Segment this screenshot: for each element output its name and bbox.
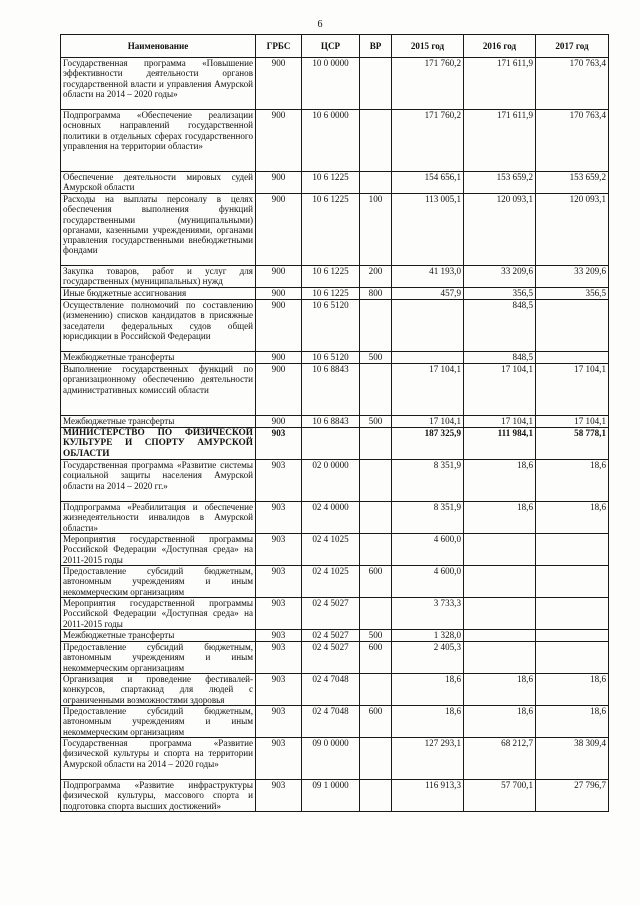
cell-2017 bbox=[536, 642, 609, 674]
table-row bbox=[61, 266, 609, 288]
cell-name: Межбюджетные трансферты bbox=[61, 352, 256, 364]
cell-name: Организация и проведение фестивалей-конкурсов, спартакиад для людей с ограниченными возможностями здоровья bbox=[61, 674, 256, 706]
cell-2016: 120 093,1 bbox=[464, 194, 536, 266]
header-csr: ЦСР bbox=[302, 35, 360, 58]
cell-name: Межбюджетные трансферты bbox=[61, 416, 256, 428]
cell-2015: 18,6 bbox=[392, 706, 464, 738]
cell-2016: 153 659,2 bbox=[464, 172, 536, 194]
cell-2015: 154 656,1 bbox=[392, 172, 464, 194]
cell-csr: 02 4 1025 bbox=[302, 534, 360, 566]
cell-vr: 600 bbox=[360, 642, 392, 674]
header-2017: 2017 год bbox=[536, 35, 609, 58]
cell-2017: 170 763,4 bbox=[536, 58, 609, 110]
cell-grbs: 903 bbox=[256, 428, 302, 460]
cell-2016: 57 700,1 bbox=[464, 780, 536, 812]
cell-2016 bbox=[464, 630, 536, 642]
cell-vr: 200 bbox=[360, 266, 392, 288]
table-row bbox=[61, 780, 609, 812]
cell-vr bbox=[360, 110, 392, 172]
cell-name: Иные бюджетные ассигнования bbox=[61, 288, 256, 300]
header-grbs: ГРБС bbox=[256, 35, 302, 58]
cell-grbs: 903 bbox=[256, 642, 302, 674]
cell-2015: 2 405,3 bbox=[392, 642, 464, 674]
table-row bbox=[61, 566, 609, 598]
cell-csr: 02 4 7048 bbox=[302, 706, 360, 738]
cell-vr: 600 bbox=[360, 706, 392, 738]
cell-vr bbox=[360, 780, 392, 812]
cell-2015: 116 913,3 bbox=[392, 780, 464, 812]
cell-name: Государственная программа «Развитие физической культуры и спорта на территории Амурской области на 2014 – 2020 годы» bbox=[61, 738, 256, 780]
table-row bbox=[61, 416, 609, 428]
cell-2017: 18,6 bbox=[536, 706, 609, 738]
cell-2017: 18,6 bbox=[536, 460, 609, 502]
cell-2015: 8 351,9 bbox=[392, 460, 464, 502]
cell-csr: 02 4 5027 bbox=[302, 630, 360, 642]
cell-2015: 127 293,1 bbox=[392, 738, 464, 780]
cell-csr: 10 0 0000 bbox=[302, 58, 360, 110]
cell-grbs: 900 bbox=[256, 58, 302, 110]
cell-2016 bbox=[464, 566, 536, 598]
table-row bbox=[61, 288, 609, 300]
cell-grbs: 903 bbox=[256, 460, 302, 502]
cell-2015: 3 733,3 bbox=[392, 598, 464, 630]
cell-2017 bbox=[536, 300, 609, 352]
cell-grbs: 900 bbox=[256, 300, 302, 352]
cell-2015: 457,9 bbox=[392, 288, 464, 300]
cell-csr: 02 4 5027 bbox=[302, 598, 360, 630]
cell-2016: 171 611,9 bbox=[464, 110, 536, 172]
cell-2016: 848,5 bbox=[464, 300, 536, 352]
cell-name: Предоставление субсидий бюджетным, автономным учреждениям и иным некоммерческим организациям bbox=[61, 642, 256, 674]
cell-vr bbox=[360, 172, 392, 194]
cell-csr: 02 0 0000 bbox=[302, 460, 360, 502]
page-number: 6 bbox=[317, 19, 323, 30]
cell-csr: 10 6 1225 bbox=[302, 172, 360, 194]
cell-csr: 09 1 0000 bbox=[302, 780, 360, 812]
cell-name: Мероприятия государственной программы Российской Федерации «Доступная среда» на 2011-2015 годы bbox=[61, 598, 256, 630]
cell-grbs: 903 bbox=[256, 598, 302, 630]
table-row bbox=[61, 502, 609, 534]
cell-grbs: 903 bbox=[256, 566, 302, 598]
cell-2016: 18,6 bbox=[464, 502, 536, 534]
table-row bbox=[61, 642, 609, 674]
cell-2017: 356,5 bbox=[536, 288, 609, 300]
cell-grbs: 900 bbox=[256, 288, 302, 300]
cell-csr: 10 6 0000 bbox=[302, 110, 360, 172]
cell-2017: 38 309,4 bbox=[536, 738, 609, 780]
table-row bbox=[61, 674, 609, 706]
cell-2015: 171 760,2 bbox=[392, 58, 464, 110]
cell-name: Выполнение государственных функций по организационному обеспечению деятельности административных комиссий области bbox=[61, 364, 256, 416]
table-row bbox=[61, 58, 609, 110]
cell-vr bbox=[360, 58, 392, 110]
cell-name: Расходы на выплаты персоналу в целях обеспечения выполнения функций государственными (муниципальными) органами, казенными учреждениями, органами управления государственными внебюджетными фондами bbox=[61, 194, 256, 266]
cell-grbs: 900 bbox=[256, 364, 302, 416]
cell-2016: 848,5 bbox=[464, 352, 536, 364]
cell-vr: 100 bbox=[360, 194, 392, 266]
cell-2016: 111 984,1 bbox=[464, 428, 536, 460]
cell-2015 bbox=[392, 300, 464, 352]
cell-name: Государственная программа «Развитие системы социальной защиты населения Амурской области на 2014 – 2020 гг.» bbox=[61, 460, 256, 502]
cell-vr bbox=[360, 364, 392, 416]
cell-2017: 120 093,1 bbox=[536, 194, 609, 266]
table-row bbox=[61, 428, 609, 460]
cell-2015: 17 104,1 bbox=[392, 416, 464, 428]
cell-name: Подпрограмма «Реабилитация и обеспечение жизнедеятельности инвалидов в Амурской области» bbox=[61, 502, 256, 534]
table-row bbox=[61, 460, 609, 502]
table-row bbox=[61, 110, 609, 172]
cell-csr: 10 6 1225 bbox=[302, 266, 360, 288]
cell-csr: 10 6 8843 bbox=[302, 364, 360, 416]
table-row bbox=[61, 534, 609, 566]
cell-2017 bbox=[536, 534, 609, 566]
cell-2017 bbox=[536, 352, 609, 364]
cell-vr: 500 bbox=[360, 352, 392, 364]
table-header-row bbox=[61, 35, 609, 58]
cell-csr: 02 4 1025 bbox=[302, 566, 360, 598]
cell-vr: 800 bbox=[360, 288, 392, 300]
table-row bbox=[61, 630, 609, 642]
cell-2016: 68 212,7 bbox=[464, 738, 536, 780]
cell-2017 bbox=[536, 630, 609, 642]
cell-csr: 10 6 8843 bbox=[302, 416, 360, 428]
table-row bbox=[61, 364, 609, 416]
cell-2017: 17 104,1 bbox=[536, 416, 609, 428]
cell-grbs: 903 bbox=[256, 780, 302, 812]
cell-name: Подпрограмма «Обеспечение реализации основных направлений государственной политики в отдельных сферах государственного управления на территории области» bbox=[61, 110, 256, 172]
cell-2016 bbox=[464, 598, 536, 630]
cell-2017: 153 659,2 bbox=[536, 172, 609, 194]
cell-grbs: 903 bbox=[256, 738, 302, 780]
cell-2016: 18,6 bbox=[464, 460, 536, 502]
cell-grbs: 900 bbox=[256, 416, 302, 428]
cell-grbs: 900 bbox=[256, 194, 302, 266]
cell-name: Предоставление субсидий бюджетным, автономным учреждениям и иным некоммерческим организациям bbox=[61, 566, 256, 598]
cell-csr bbox=[302, 428, 360, 460]
cell-2015: 1 328,0 bbox=[392, 630, 464, 642]
cell-2015: 171 760,2 bbox=[392, 110, 464, 172]
cell-name: Осуществление полномочий по составлению (изменению) списков кандидатов в присяжные заседатели федеральных судов общей юрисдикции в Российской Федерации bbox=[61, 300, 256, 352]
cell-vr: 600 bbox=[360, 566, 392, 598]
table-row bbox=[61, 706, 609, 738]
cell-2017: 170 763,4 bbox=[536, 110, 609, 172]
table-row bbox=[61, 172, 609, 194]
cell-name: Межбюджетные трансферты bbox=[61, 630, 256, 642]
cell-2016: 356,5 bbox=[464, 288, 536, 300]
cell-2017: 18,6 bbox=[536, 674, 609, 706]
cell-grbs: 900 bbox=[256, 266, 302, 288]
cell-grbs: 900 bbox=[256, 110, 302, 172]
cell-csr: 02 4 0000 bbox=[302, 502, 360, 534]
cell-2016: 17 104,1 bbox=[464, 416, 536, 428]
header-2016: 2016 год bbox=[464, 35, 536, 58]
table-row bbox=[61, 738, 609, 780]
cell-2016: 17 104,1 bbox=[464, 364, 536, 416]
cell-name: МИНИСТЕРСТВО ПО ФИЗИЧЕСКОЙ КУЛЬТУРЕ И СПОРТУ АМУРСКОЙ ОБЛАСТИ bbox=[61, 428, 256, 460]
cell-2015: 4 600,0 bbox=[392, 534, 464, 566]
cell-vr bbox=[360, 502, 392, 534]
cell-2016 bbox=[464, 534, 536, 566]
cell-vr bbox=[360, 428, 392, 460]
cell-vr bbox=[360, 738, 392, 780]
header-vr: ВР bbox=[360, 35, 392, 58]
cell-csr: 09 0 0000 bbox=[302, 738, 360, 780]
cell-grbs: 903 bbox=[256, 706, 302, 738]
cell-2015: 8 351,9 bbox=[392, 502, 464, 534]
cell-2015 bbox=[392, 352, 464, 364]
table-row bbox=[61, 194, 609, 266]
table-body bbox=[61, 58, 609, 812]
cell-vr bbox=[360, 598, 392, 630]
cell-csr: 02 4 7048 bbox=[302, 674, 360, 706]
cell-2016: 18,6 bbox=[464, 674, 536, 706]
cell-2016 bbox=[464, 642, 536, 674]
cell-name: Государственная программа «Повышение эффективности деятельности органов государственной власти и управления Амурской области на 2014 – 2020 годы» bbox=[61, 58, 256, 110]
cell-2015: 113 005,1 bbox=[392, 194, 464, 266]
cell-grbs: 900 bbox=[256, 172, 302, 194]
cell-vr bbox=[360, 300, 392, 352]
header-name: Наименование bbox=[61, 35, 256, 58]
cell-2015: 4 600,0 bbox=[392, 566, 464, 598]
header-2015: 2015 год bbox=[392, 35, 464, 58]
cell-2017 bbox=[536, 598, 609, 630]
cell-2016: 171 611,9 bbox=[464, 58, 536, 110]
cell-vr: 500 bbox=[360, 416, 392, 428]
cell-csr: 10 6 5120 bbox=[302, 352, 360, 364]
cell-2017 bbox=[536, 566, 609, 598]
cell-name: Предоставление субсидий бюджетным, автономным учреждениям и иным некоммерческим организациям bbox=[61, 706, 256, 738]
table-row bbox=[61, 352, 609, 364]
cell-vr: 500 bbox=[360, 630, 392, 642]
cell-2015: 41 193,0 bbox=[392, 266, 464, 288]
cell-2016: 33 209,6 bbox=[464, 266, 536, 288]
cell-2017: 33 209,6 bbox=[536, 266, 609, 288]
cell-csr: 10 6 1225 bbox=[302, 288, 360, 300]
table-row bbox=[61, 598, 609, 630]
cell-2017: 27 796,7 bbox=[536, 780, 609, 812]
cell-2017: 58 778,1 bbox=[536, 428, 609, 460]
cell-2015: 17 104,1 bbox=[392, 364, 464, 416]
cell-name: Закупка товаров, работ и услуг для государственных (муниципальных) нужд bbox=[61, 266, 256, 288]
cell-grbs: 903 bbox=[256, 630, 302, 642]
cell-2016: 18,6 bbox=[464, 706, 536, 738]
cell-name: Обеспечение деятельности мировых судей Амурской области bbox=[61, 172, 256, 194]
cell-2017: 18,6 bbox=[536, 502, 609, 534]
cell-vr bbox=[360, 534, 392, 566]
cell-vr bbox=[360, 674, 392, 706]
cell-2017: 17 104,1 bbox=[536, 364, 609, 416]
cell-grbs: 903 bbox=[256, 674, 302, 706]
cell-2015: 18,6 bbox=[392, 674, 464, 706]
table-row bbox=[61, 300, 609, 352]
cell-csr: 10 6 1225 bbox=[302, 194, 360, 266]
cell-grbs: 900 bbox=[256, 352, 302, 364]
cell-grbs: 903 bbox=[256, 502, 302, 534]
cell-vr bbox=[360, 460, 392, 502]
cell-csr: 10 6 5120 bbox=[302, 300, 360, 352]
cell-2015: 187 325,9 bbox=[392, 428, 464, 460]
cell-grbs: 903 bbox=[256, 534, 302, 566]
cell-name: Подпрограмма «Развитие инфраструктуры физической культуры, массового спорта и подготовка спорта высших достижений» bbox=[61, 780, 256, 812]
budget-table bbox=[60, 34, 609, 812]
cell-name: Мероприятия государственной программы Российской Федерации «Доступная среда» на 2011-2015 годы bbox=[61, 534, 256, 566]
cell-csr: 02 4 5027 bbox=[302, 642, 360, 674]
